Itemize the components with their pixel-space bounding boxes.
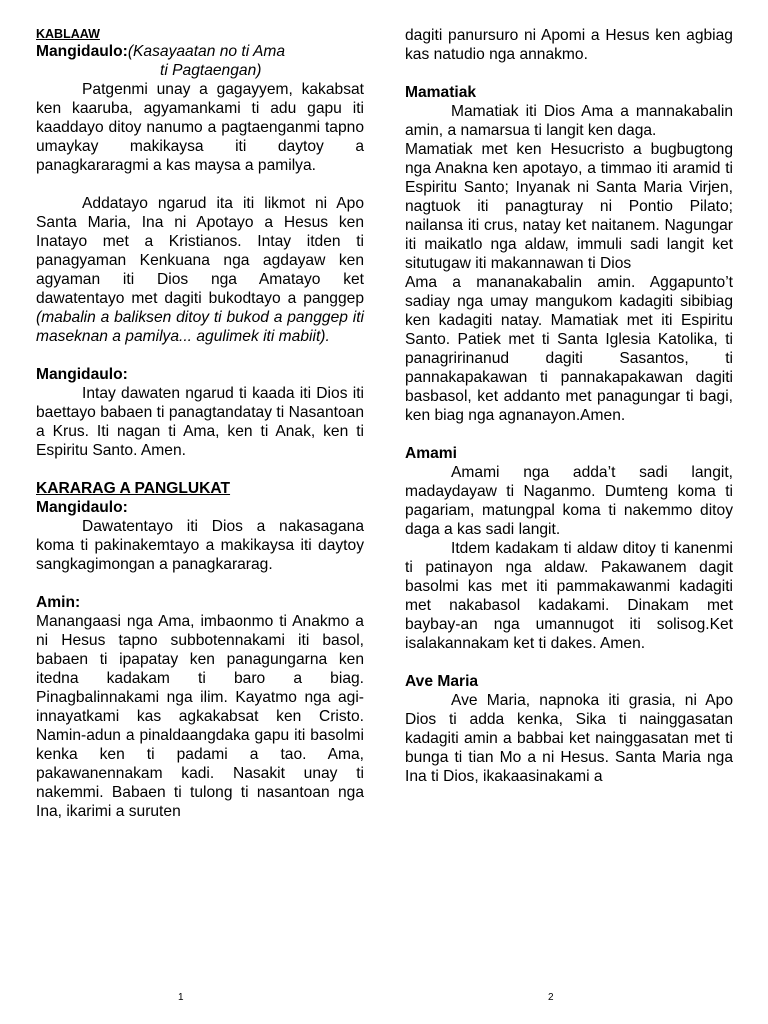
intro-note-continued: ti Pagtaengan) [160, 62, 262, 79]
leader-label-2: Mangidaulo: [36, 366, 128, 383]
left-column [36, 26, 364, 821]
leader-label-3: Mangidaulo: [36, 499, 128, 516]
intro-leader-line [36, 42, 364, 61]
amin-paragraph: Manangaasi nga Ama, imbaonmo ti Anakmo a ni Hesus tapno subbotennakami iti basol, babaen ti ipapatay ken panagungarna ken itedna kadakam ti baro a biag. Pinagbalinnakami nga ilim. Kayatmo nga agi-innayatkami kas agkakabsat ken Cristo. Namin-adun a pinaldaangdaka gapu iti basolmi kenka ken ti padami a tao. Ama, pakawanennakam kadi. Nasakit unay ti nakemmi. Babaen ti tulong ti nasantoan nga Ina, ikarimi a suruten [36, 613, 364, 820]
lords-prayer-title: Amami [405, 445, 457, 462]
page-number-right: 2 [548, 992, 554, 1003]
lords-prayer-paragraph-2: Itdem kadakam ti aldaw ditoy ti kanenmi ti patinayon nga aldaw. Pakawanem dagit basolmi kas met iti pammakawanmi kadagiti met nakabasol kadakami. Dinakam met baybay-an nga umannugot iti solisog.Ket isalakannakam ket ti dakes. Amen. [405, 540, 733, 652]
right-column [405, 26, 733, 786]
intro-note: (Kasayaatan no ti Ama [127, 43, 286, 60]
creed-paragraph-3: Ama a mananakabalin amin. Aggapunto’t sadiay nga umay mangukom kadagiti sibibiag ken kadagiti natay. Mamatiak met iti Espiritu Santo. Patiek met ti Santa Iglesia Katolika, ti panagririnanud dagiti Sasantos, ti pannakapakawan ti pannakapakawan dagiti basbasol, ket addanto met panagungar ti bagi, ken biag nga agnanayon.Amen. [405, 274, 733, 424]
creed-paragraph-1: Mamatiak iti Dios Ama a mannakabalin amin, a namarsua ti langit ken daga. [405, 103, 733, 139]
opening-prayer-paragraph: Dawatentayo iti Dios a nakasagana koma ti pakinakemtayo a makikaysa iti daytoy sangkagimongan a panagkararag. [36, 518, 364, 573]
leader-label: Mangidaulo: [36, 43, 128, 60]
section-title: KARARAG A PANGLUKAT [36, 480, 231, 497]
ave-maria-paragraph: Ave Maria, napnoka iti grasia, ni Apo Dios ti adda kenka, Sika ti nainggasatan kadagiti amin a babbai ket nainggasatan met ti bunga ti tian Mo a ni Hesus. Santa Maria nga Ina ti Dios, ikakaasinakami a [405, 692, 733, 785]
amin-label: Amin: [36, 594, 81, 611]
creed-title: Mamatiak [405, 84, 477, 101]
sign-of-cross-paragraph: Intay dawaten ngarud ti kaada iti Dios iti baettayo babaen ti panagtandatay ti Nasantoan a Krus. Iti nagan ti Ama, ken ti Anak, ken ti Espiritu Santo. Amen. [36, 385, 364, 459]
kablaaw-heading: KABLAAW [36, 27, 100, 41]
invite-text: Addatayo ngarud ita iti likmot ni Apo Santa Maria, Ina ni Apotayo a Hesus ken Inatayo met a Kristianos. Intay itden ti panagyaman Kenkuana nga agdayaw ken agyaman iti Dios nga Amatayo ket dawatentayo met dagiti bukodtayo a panggep [36, 195, 364, 307]
invite-paragraph [36, 194, 364, 346]
creed-paragraph-2: Mamatiak met ken Hesucristo a bugbugtong nga Anakna ken apotayo, a timmao iti aramid ti Espiritu Santo; Inyanak ni Santa Maria Virjen, nagtuok iti panagturay ni Pontio Pilato; nailansa iti crus, natay ket naitanem. Nagungar iti maikatlo nga aldaw, immuli sadi langit ket situtugaw iti makannawan ti Dios [405, 141, 733, 272]
ave-maria-title: Ave Maria [405, 673, 479, 690]
lords-prayer-paragraph-1: Amami nga adda’t sadi langit, madaydayaw ti Naganmo. Dumteng koma ti pagariam, matungpal koma ti nakemmo ditoy daga a kas sadi langit. [405, 464, 733, 538]
continuation-paragraph: dagiti panursuro ni Apomi a Hesus ken agbiag kas natudio nga annakmo. [405, 27, 733, 63]
invite-note: (mabalin a baliksen ditoy ti bukod a panggep iti maseknan a pamilya... agulimek iti mabiit). [36, 309, 364, 345]
greeting-paragraph: Patgenmi unay a gagayyem, kakabsat ken kaaruba, agyamankami ti adu gapu iti kaaddayo ditoy nanumo a pagtaenganmi tapno umaykay makikaysa iti daytoy a panagkararagmi a kas maysa a pamilya. [36, 81, 364, 174]
page-number-left: 1 [178, 992, 184, 1003]
